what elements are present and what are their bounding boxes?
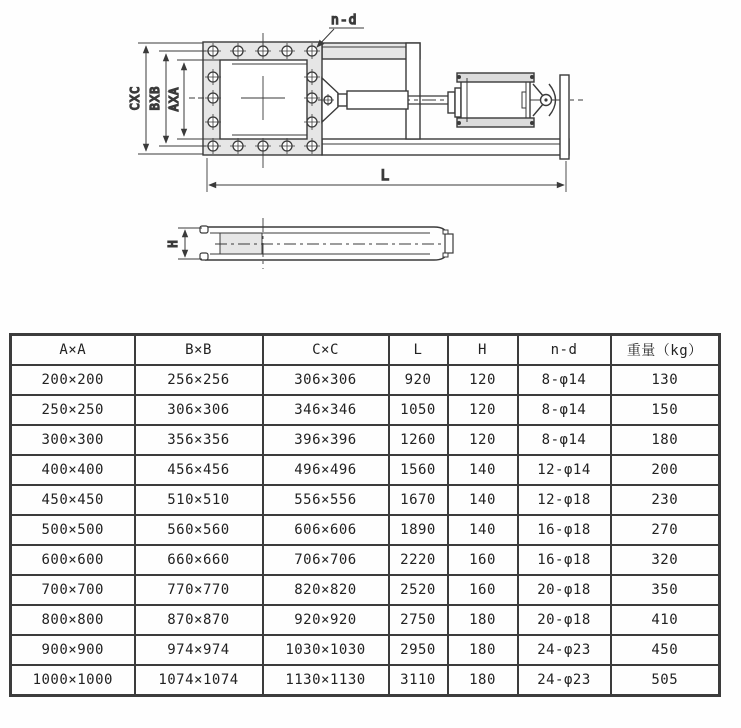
- table-cell: 1000×1000: [11, 665, 135, 696]
- table-cell: 396×396: [263, 425, 389, 455]
- table-cell: 300×300: [11, 425, 135, 455]
- table-cell: 140: [448, 515, 518, 545]
- table-cell: 130: [611, 365, 720, 395]
- table-cell: 660×660: [135, 545, 263, 575]
- table-cell: 120: [448, 395, 518, 425]
- table-cell: 24-φ23: [518, 635, 611, 665]
- spec-table-body: [11, 365, 720, 696]
- table-cell: 230: [611, 485, 720, 515]
- table-row: [11, 455, 720, 485]
- table-cell: 120: [448, 365, 518, 395]
- table-cell: 120: [448, 425, 518, 455]
- table-cell: 1560: [389, 455, 448, 485]
- dimension-h: [166, 228, 202, 259]
- table-row: [11, 365, 720, 395]
- table-cell: 160: [448, 545, 518, 575]
- l-label: L: [380, 168, 390, 184]
- table-cell: 140: [448, 485, 518, 515]
- table-row: [11, 395, 720, 425]
- table-cell: 450×450: [11, 485, 135, 515]
- flange-opening: [220, 60, 307, 139]
- table-cell: 24-φ23: [518, 665, 611, 696]
- table-cell: 920×920: [263, 605, 389, 635]
- table-row: [11, 575, 720, 605]
- table-cell: 800×800: [11, 605, 135, 635]
- table-cell: 270: [611, 515, 720, 545]
- table-cell: 350: [611, 575, 720, 605]
- n-d-label: n-d: [331, 13, 358, 28]
- table-cell: 180: [448, 665, 518, 696]
- table-cell: 1050: [389, 395, 448, 425]
- table-cell: 770×770: [135, 575, 263, 605]
- table-row: [11, 605, 720, 635]
- table-cell: 400×400: [11, 455, 135, 485]
- table-cell: 256×256: [135, 365, 263, 395]
- side-opening: [220, 233, 262, 254]
- table-cell: 820×820: [263, 575, 389, 605]
- table-cell: 496×496: [263, 455, 389, 485]
- column-header: L: [389, 335, 448, 366]
- technical-drawing: [0, 0, 741, 326]
- table-cell: 706×706: [263, 545, 389, 575]
- table-cell: 250×250: [11, 395, 135, 425]
- table-cell: 180: [611, 425, 720, 455]
- table-cell: 1074×1074: [135, 665, 263, 696]
- table-cell: 8-φ14: [518, 365, 611, 395]
- table-row: [11, 515, 720, 545]
- spec-table: [9, 333, 721, 697]
- clevis-block: [338, 94, 347, 106]
- table-cell: 456×456: [135, 455, 263, 485]
- bottom-rail: [322, 139, 569, 155]
- table-cell: 320: [611, 545, 720, 575]
- table-cell: 560×560: [135, 515, 263, 545]
- table-cell: 2950: [389, 635, 448, 665]
- table-cell: 12-φ14: [518, 455, 611, 485]
- table-cell: 8-φ14: [518, 425, 611, 455]
- table-cell: 306×306: [263, 365, 389, 395]
- axa-label: AXA: [167, 86, 181, 112]
- table-cell: 180: [448, 605, 518, 635]
- h-label: H: [166, 240, 180, 248]
- table-cell: 12-φ18: [518, 485, 611, 515]
- table-cell: 140: [448, 455, 518, 485]
- table-cell: 500×500: [11, 515, 135, 545]
- table-cell: 600×600: [11, 545, 135, 575]
- column-header: B×B: [135, 335, 263, 366]
- tie-rod-top: [457, 73, 534, 82]
- table-cell: 2220: [389, 545, 448, 575]
- front-view: [128, 13, 583, 192]
- table-cell: 606×606: [263, 515, 389, 545]
- table-cell: 450: [611, 635, 720, 665]
- table-cell: 556×556: [263, 485, 389, 515]
- end-plate: [560, 75, 569, 159]
- cxc-label: CXC: [128, 85, 142, 111]
- n-d-callout: [317, 13, 364, 47]
- table-cell: 16-φ18: [518, 545, 611, 575]
- column-header: C×C: [263, 335, 389, 366]
- rod-sleeve: [347, 91, 408, 109]
- table-row: [11, 635, 720, 665]
- table-cell: 1670: [389, 485, 448, 515]
- table-cell: 1030×1030: [263, 635, 389, 665]
- table-cell: 306×306: [135, 395, 263, 425]
- table-cell: 2750: [389, 605, 448, 635]
- table-cell: 160: [448, 575, 518, 605]
- table-cell: 1890: [389, 515, 448, 545]
- column-header: 重量（kg）: [611, 335, 720, 366]
- table-cell: 20-φ18: [518, 575, 611, 605]
- table-cell: 8-φ14: [518, 395, 611, 425]
- column-header: A×A: [11, 335, 135, 366]
- table-cell: 2520: [389, 575, 448, 605]
- cylinder-body: [461, 78, 530, 122]
- table-row: [11, 425, 720, 455]
- table-cell: 150: [611, 395, 720, 425]
- table-cell: 356×356: [135, 425, 263, 455]
- table-cell: 510×510: [135, 485, 263, 515]
- table-row: [11, 665, 720, 696]
- table-cell: 1130×1130: [263, 665, 389, 696]
- table-cell: 505: [611, 665, 720, 696]
- table-cell: 180: [448, 635, 518, 665]
- column-header: n-d: [518, 335, 611, 366]
- table-cell: 200: [611, 455, 720, 485]
- column-header: H: [448, 335, 518, 366]
- tie-rod-bottom: [457, 118, 534, 127]
- side-view: [166, 218, 453, 269]
- table-cell: 920: [389, 365, 448, 395]
- table-cell: 410: [611, 605, 720, 635]
- table-cell: 700×700: [11, 575, 135, 605]
- table-row: [11, 485, 720, 515]
- actuator: [448, 73, 534, 127]
- table-cell: 200×200: [11, 365, 135, 395]
- table-cell: 3110: [389, 665, 448, 696]
- table-cell: 16-φ18: [518, 515, 611, 545]
- bxb-label: BXB: [148, 85, 162, 111]
- table-cell: 974×974: [135, 635, 263, 665]
- table-cell: 20-φ18: [518, 605, 611, 635]
- side-end-cap: [445, 234, 453, 253]
- dimension-l: [207, 158, 566, 192]
- table-row: [11, 545, 720, 575]
- table-cell: 1260: [389, 425, 448, 455]
- top-rail: [322, 43, 420, 59]
- table-cell: 870×870: [135, 605, 263, 635]
- table-cell: 900×900: [11, 635, 135, 665]
- table-cell: 346×346: [263, 395, 389, 425]
- spec-table-header-row: [11, 335, 720, 366]
